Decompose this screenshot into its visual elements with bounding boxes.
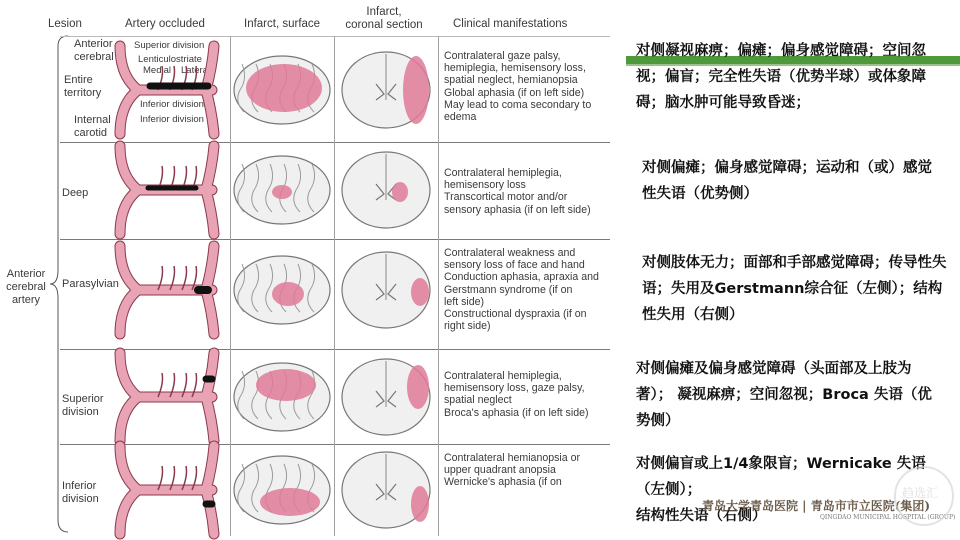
summary-deep: 对侧偏瘫；偏身感觉障碍；运动和（或）感觉性失语（优势侧） — [642, 160, 932, 202]
label-internal-carotid: Internal carotid — [74, 114, 111, 139]
badge-watermark-icon — [894, 466, 954, 526]
header-lesion: Lesion — [48, 18, 82, 30]
side-label-anterior-cerebral-artery: Anterior cerebral artery — [6, 268, 46, 306]
clinical-superior-division: Contralateral hemiplegia, hemisensory loss, gaze palsy, spatial neglect Broca's aphasia (if on left side) — [444, 370, 589, 419]
summary-superior-division: 对侧偏瘫及偏身感觉障碍（头面部及上肢为著）； 凝视麻痹；空间忽视；Broca 失语（优势侧） — [636, 361, 932, 429]
infarct-coronal-region — [403, 56, 429, 124]
label-entire-territory: Entire territory — [64, 74, 102, 99]
header-clinical: Clinical manifestations — [453, 18, 568, 30]
clinical-deep: Contralateral hemiplegia, hemisensory loss Transcortical motor and/or sensory aphasia (if on left side) — [444, 167, 591, 216]
label-inferior-division-2: Inferior division — [140, 114, 204, 125]
infarct-surface-region — [272, 282, 304, 306]
badge-watermark-text: 趋选汇 — [902, 486, 939, 500]
label-superior-division: Superior division — [134, 40, 205, 51]
clinical-parasylvian: Contralateral weakness and sensory loss of face and hand Conduction aphasia, apraxia and Gerstmann syndrome (if on left side) Constructional dyspraxia (if on right side) — [444, 247, 599, 333]
hospital-watermark-en: QINGDAO MUNICIPAL HOSPITAL (GROUP) — [820, 514, 956, 521]
clinical-inferior-division: Contralateral hemianopsia or upper quadrant anopsia Wernicke's aphasia (if on — [444, 452, 581, 489]
row-label-parasylvian: Parasylvian — [62, 278, 119, 290]
infarct-surface-region — [272, 185, 292, 199]
header-artery-occluded: Artery occluded — [125, 18, 205, 30]
summary-parasylvian: 对侧肢体无力；面部和手部感觉障碍；传导性失语；失用及Gerstmann综合征（左侧）；结构性失用（右侧） — [642, 255, 947, 323]
hospital-watermark: 青岛大学青岛医院 | 青岛市市立医院(集团) — [702, 499, 931, 513]
clinical-entire-territory: Contralateral gaze palsy, hemiplegia, hemisensory loss, spatial neglect, hemianopsia Global aphasia (if on left side) May lead to coma secondary to edema — [444, 50, 592, 124]
infarct-coronal-region — [407, 365, 429, 409]
summary-entire-territory: 对侧凝视麻痹；偏瘫；偏身感觉障碍；空间忽视；偏盲；完全性失语（优势半球）或体象障碍；脑水肿可能导致昏迷； — [636, 43, 926, 111]
header-infarct-surface: Infarct, surface — [244, 18, 321, 30]
label-inferior-division-1: Inferior division — [140, 99, 204, 110]
label-lenticulostriate: Lenticulostriate — [138, 54, 202, 65]
infarct-coronal-region — [411, 486, 429, 522]
label-anterior-cerebral: Anterior cerebral — [74, 38, 114, 63]
infarct-coronal-region — [392, 182, 408, 202]
infarct-surface-region — [246, 64, 322, 112]
infarct-surface-region — [256, 369, 316, 401]
row-label-deep: Deep — [62, 187, 89, 199]
row-label-inferior-division: Inferior division — [62, 480, 99, 505]
row-label-superior-division: Superior division — [62, 393, 104, 418]
artery-vessel — [120, 46, 214, 134]
infarct-coronal-region — [411, 278, 429, 306]
header-infarct-coronal: Infarct, coronal section — [345, 6, 423, 31]
artery-vessel — [120, 446, 214, 534]
label-lateral: Lateral — [181, 65, 211, 76]
infarct-surface-region — [260, 488, 320, 516]
summary-inferior-division: 对侧偏盲或上1/4象限盲；Wernicake 失语（左侧）； 结构性失语（右侧） — [636, 456, 926, 524]
artery-vessel — [120, 353, 214, 441]
label-medial: Medial — [143, 65, 171, 76]
